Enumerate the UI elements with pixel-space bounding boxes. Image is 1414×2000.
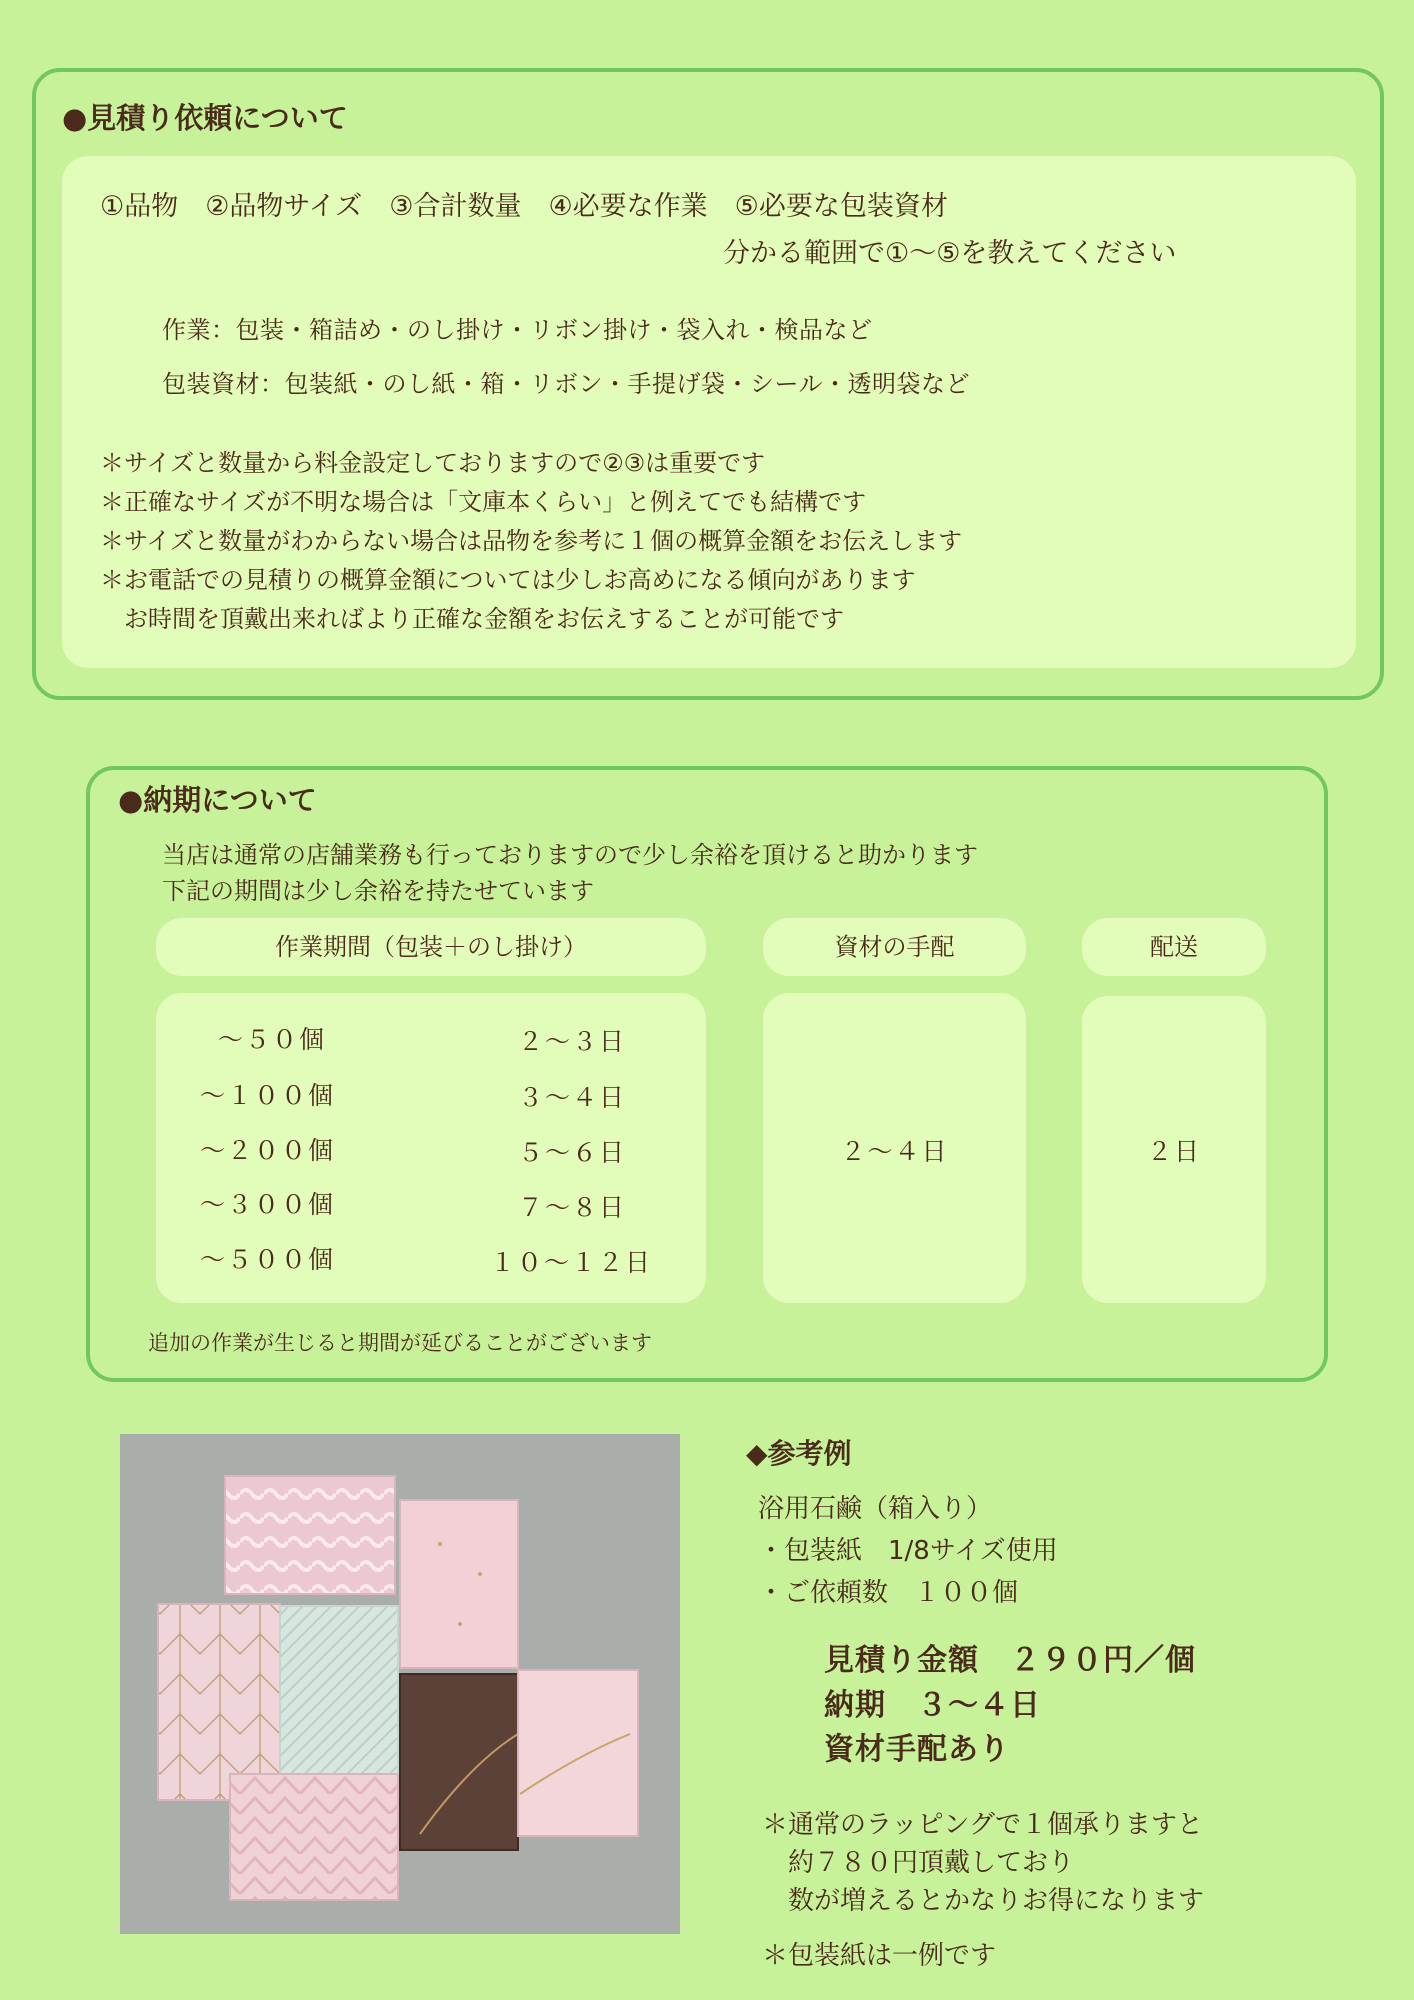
table-row-days-1: ２～３日	[518, 1027, 627, 1056]
table-row-days-2: ３～４日	[518, 1083, 627, 1112]
example-materials: 資材手配あり	[824, 1732, 1010, 1767]
product-photo	[120, 1434, 680, 1934]
example-detail-2: ・ご依頼数 １００個	[758, 1578, 1019, 1608]
table-row-qty-1: ～５０個	[218, 1025, 327, 1054]
column-header-work-period	[156, 918, 706, 976]
column-header-materials-label: 資材の手配	[834, 933, 955, 961]
estimate-items-note: 分かる範囲で①～⑤を教えてください	[723, 238, 1177, 269]
table-row-days-5: １０～１２日	[490, 1248, 653, 1277]
estimate-work-line: 作業：包装・箱詰め・のし掛け・リボン掛け・袋入れ・検品など	[162, 316, 873, 344]
estimate-note-1: ＊サイズと数量から料金設定しておりますので②③は重要です	[100, 449, 766, 477]
table-row-qty-5: ～５００個	[200, 1245, 336, 1274]
example-product: 浴用石鹸（箱入り）	[758, 1494, 993, 1524]
estimate-note-4: ＊お電話での見積りの概算金額については少しお高めになる傾向があります	[100, 566, 916, 594]
column-header-shipping-label: 配送	[1150, 933, 1198, 961]
shipping-days-value: ２日	[1146, 1137, 1201, 1166]
delivery-intro-2: 下記の期間は少し余裕を持たせています	[162, 877, 594, 905]
estimate-note-2: ＊正確なサイズが不明な場合は「文庫本くらい」と例えてでも結構です	[100, 488, 867, 516]
example-note-4: ＊包装紙は一例です	[762, 1941, 997, 1971]
soap-boxes-illustration	[120, 1434, 680, 1934]
delivery-footnote: 追加の作業が生じると期間が延びることがございます	[148, 1331, 652, 1355]
example-lead-time: 納期 ３～４日	[824, 1688, 1041, 1723]
table-row-qty-2: ～１００個	[200, 1081, 336, 1110]
delivery-intro-1: 当店は通常の店舗業務も行っておりますので少し余裕を頂けると助かります	[162, 841, 978, 869]
example-note-3: 数が増えるとかなりお得になります	[762, 1886, 1205, 1916]
estimate-note-5: お時間を頂戴出来ればより正確な金額をお伝えすることが可能です	[100, 605, 844, 633]
materials-days-value: ２～４日	[840, 1137, 949, 1166]
estimate-items-line: ①品物 ②品物サイズ ③合計数量 ④必要な作業 ⑤必要な包装資材	[100, 191, 948, 222]
example-detail-1: ・包装紙 1/8サイズ使用	[758, 1536, 1058, 1566]
column-header-work-period-label: 作業期間（包装＋のし掛け）	[275, 933, 587, 961]
example-price: 見積り金額 ２９０円／個	[824, 1643, 1196, 1678]
column-header-shipping	[1082, 918, 1266, 976]
table-row-days-3: ５～６日	[518, 1138, 627, 1167]
example-note-2: 約７８０円頂戴しており	[762, 1848, 1075, 1878]
example-heading: ◆参考例	[746, 1437, 852, 1470]
estimate-heading: ●見積り依頼について	[62, 101, 348, 135]
estimate-materials-line: 包装資材：包装紙・のし紙・箱・リボン・手提げ袋・シール・透明袋など	[162, 370, 971, 398]
table-row-qty-3: ～２００個	[200, 1136, 336, 1165]
table-row-days-4: ７～８日	[518, 1193, 627, 1222]
delivery-heading: ●納期について	[118, 783, 317, 817]
table-row-qty-4: ～３００個	[200, 1190, 336, 1219]
column-header-materials	[763, 918, 1026, 976]
example-note-1: ＊通常のラッピングで１個承りますと	[762, 1810, 1203, 1840]
estimate-note-3: ＊サイズと数量がわからない場合は品物を参考に１個の概算金額をお伝えします	[100, 527, 963, 555]
